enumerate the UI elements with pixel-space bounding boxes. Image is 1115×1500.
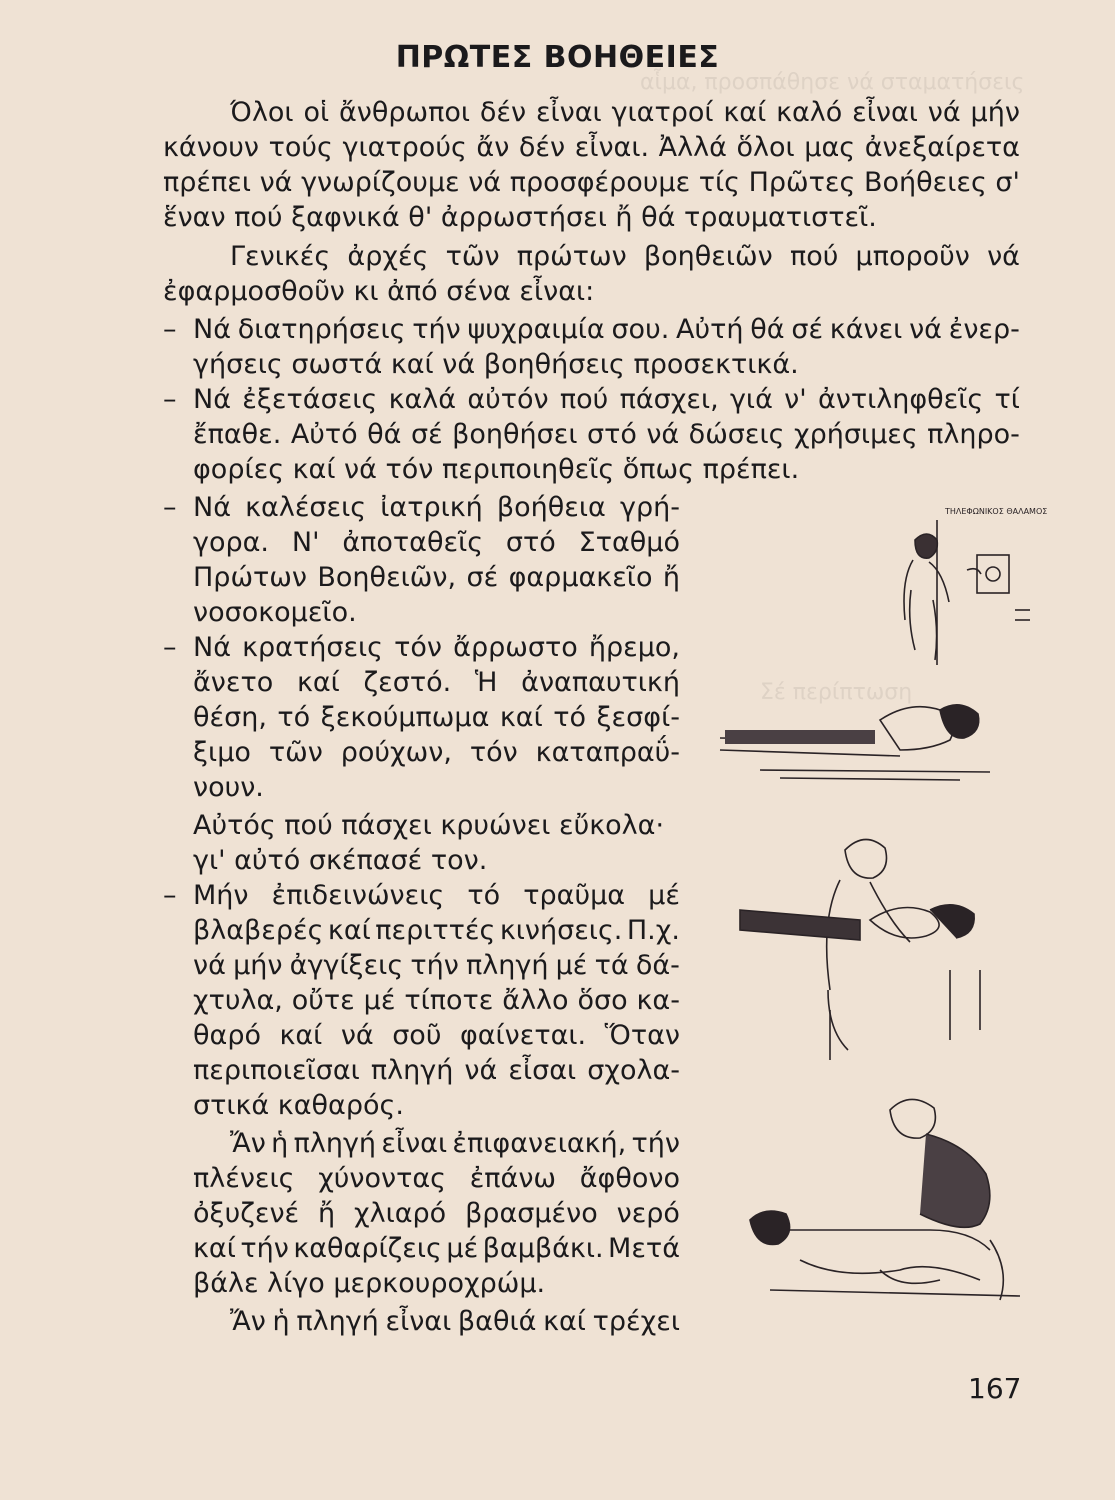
word: τήν [410,950,459,981]
resting-patient-illustration [700,690,1000,790]
word: καταπραΰ- [535,737,680,768]
word: πλένεις [193,1163,295,1194]
word: ἄνθρωποι [338,97,471,128]
word: νά [909,314,942,345]
word: μήν [970,97,1020,128]
list-dash: – [163,880,177,911]
word: σου. [611,314,670,345]
word: ἀγγίξεις [289,950,404,981]
word: οὔτε [291,985,355,1016]
word: καλέσεις [245,492,367,523]
word: πληγή [466,950,549,981]
word: καλό [776,97,843,128]
word: κρατήσεις [242,632,384,663]
word: μποροῦν [855,241,970,272]
text-line: βάλε λίγο μερκουροχρώμ. [193,1268,546,1299]
word: τίποτε [404,985,494,1016]
word: τίς [698,167,741,198]
text-line [193,631,680,665]
word: Σταθμό [578,527,680,558]
word: Ἀλλά [658,132,727,163]
text-line [193,491,680,525]
word: βλαβερές [193,915,324,946]
word: τῶν [268,737,323,768]
word: ἄνετο [193,667,274,698]
word: ἐπιφανειακή, [452,1128,627,1159]
word: φαίνεται. [459,1020,587,1051]
page-title: ΠΡΩΤΕΣ ΒΟΗΘΕΙΕΣ [395,40,720,75]
text-line [163,131,1020,165]
word: καί [279,1020,323,1051]
word: καί [296,667,340,698]
word: τῶν [445,241,500,272]
word: Π.χ. [626,915,680,946]
word: εἶναι [535,97,602,128]
word: Ὅταν [604,1020,680,1051]
word: Μήν [193,880,249,911]
word: δέν [518,132,566,163]
word: ἀναπαυτική [521,667,680,698]
word: μέ [446,1233,479,1264]
word: καθαρίζεις [293,1233,442,1264]
word: νά [464,1055,498,1086]
word: ἐνερ- [948,314,1020,345]
word: οἱ [303,97,330,128]
text-line [193,383,1020,417]
word: ζεστό. [363,667,452,698]
word: νά [193,950,226,981]
word: γρή- [619,492,680,523]
word: Βοηθειῶν, [317,562,457,593]
text-line: στικά καθαρός. [193,1090,404,1121]
text-line: γήσεις σωστά καί νά βοηθήσεις προσεκτικά. [193,349,799,380]
text-line [193,561,680,595]
word: ἤ [662,562,680,593]
word: ἤ [318,1198,336,1229]
word: σέ [466,562,499,593]
word: ἀρχές [347,241,429,272]
phone-booth-illustration [885,500,1048,670]
word: θέση, [193,702,267,733]
page-number: 167 [968,1372,1022,1405]
word: βαμβάκι. [482,1233,604,1264]
word: πληγή [370,1055,454,1086]
word: θά [750,314,785,345]
word: διατηρήσεις [237,314,406,345]
word: τήν [631,1128,680,1159]
list-dash: – [163,492,177,523]
word: τήν [240,1233,289,1264]
word: τί [994,384,1020,415]
word: καί [193,1233,236,1264]
word: πληρο- [927,419,1020,450]
word: σ' [995,167,1020,198]
word: Πρῶτες [748,167,856,198]
word: εἶναι [852,97,918,128]
word: ἡ [272,1306,290,1337]
word: χλιαρό [354,1198,447,1229]
text-line: Αὐτός πού πάσχει κρυώνει εὔκολα· [193,810,665,841]
word: τήν [412,314,461,345]
word: πρέπει [163,167,251,198]
text-line [193,984,680,1018]
word: ξιμο [193,737,251,768]
word: ἀποταθεῖς [342,527,484,558]
text-line [193,666,680,700]
word: Βοήθειες [863,167,987,198]
text-line [230,1127,680,1161]
text-line [193,1162,680,1196]
word: γνωρίζουμε [301,167,460,198]
text-line [193,418,1020,452]
word: δώσεις [688,419,785,450]
word: πρώτων [516,241,627,272]
word: σέ [410,419,443,450]
word: μέ [363,985,396,1016]
word: θά [367,419,402,450]
text-line: νοσοκομεῖο. [193,597,357,628]
word: εἶσαι [508,1055,577,1086]
text-line: φορίες καί νά τόν περιποιηθεῖς ὅπως πρέπει. [193,454,800,485]
text-line [230,1305,680,1339]
word: νά [646,419,680,450]
word: τούς [268,132,333,163]
word: εἶναι [381,1128,448,1159]
word: ν' [784,384,807,415]
word: Μετά [608,1233,680,1264]
word: ρούχων, [340,737,452,768]
word: γορα. [193,527,270,558]
word: πού [789,241,839,272]
word: γιατρούς [342,132,467,163]
word: περιποιεῖσαι [193,1055,360,1086]
word: καί [723,97,767,128]
word: καί [543,1306,586,1337]
word: χύνοντας [318,1163,446,1194]
text-line [193,736,680,770]
word: τό [553,702,587,733]
word: φαρμακεῖο [508,562,653,593]
text-line [193,1232,680,1266]
word: ἔπαθε. [193,419,282,450]
word: Νά [193,492,231,523]
word: καί [327,915,371,946]
word: πληγή [293,1128,377,1159]
word: κάνει [829,314,903,345]
word: νερό [616,1198,680,1229]
word: Ἄν [230,1306,266,1337]
word: νά [259,167,293,198]
word: χρήσιμες [793,419,918,450]
word: πού [559,384,609,415]
word: βοηθήσει [452,419,578,450]
word: τραῦμα [523,880,626,911]
word: μέ [648,880,680,911]
word: Ν' [291,527,320,558]
word: τό [277,702,311,733]
word: νά [927,97,961,128]
word: ἤρεμο, [588,632,680,663]
word: ξεσφί- [596,702,680,733]
word: ἐπάνω [469,1163,557,1194]
text-line [193,879,680,913]
word: περιττές [375,915,496,946]
word: ψυχραιμία [467,314,605,345]
patient-assist-illustration [730,1090,1030,1310]
word: αὐτόν [467,384,549,415]
word: θαρό [193,1020,261,1051]
text-line [193,313,1020,347]
word: Νά [193,632,231,663]
bleed-through: αἷμα, προσπάθησε νά σταματήσεις [640,70,1025,95]
word: τόν [394,632,443,663]
word: πάσχει, [619,384,719,415]
word: τρέχει [592,1306,680,1337]
word: Αὐτό [290,419,358,450]
word: εἶναι [385,1306,452,1337]
word: μήν [233,950,283,981]
text-line [163,166,1020,200]
word: νά [987,241,1020,272]
word: κα- [636,985,680,1016]
word: στό [505,527,556,558]
word: τό [467,880,501,911]
word: καί [499,702,543,733]
word: ἀντιληφθεῖς [817,384,984,415]
wound-care-illustration [720,830,1010,1060]
text-line [193,526,680,560]
word: ὀξυζενέ [193,1198,300,1229]
word: Όλοι [230,97,294,128]
word: Ἡ [474,667,498,698]
word: βαθιά [457,1306,537,1337]
word: δά- [635,950,680,981]
text-line: νουν. [193,772,264,803]
text-line [193,1054,680,1088]
word: βοήθεια [496,492,606,523]
word: ξεκούμπωμα [320,702,490,733]
word: πληγή [296,1306,379,1337]
word: νά [468,167,502,198]
word: ἰατρική [380,492,483,523]
word: καλά [388,384,457,415]
text-line [193,1197,680,1231]
word: μέ [555,950,588,981]
word: ἄφθονο [579,1163,680,1194]
word: ὅσο [577,985,628,1016]
word: ἐπιδεινώνεις [271,880,445,911]
text-line: ἐφαρμοσθοῦν κι ἀπό σένα εἶναι: [163,276,595,307]
word: σέ [791,314,824,345]
word: τόν [469,737,518,768]
word: βρασμένο [465,1198,598,1229]
word: βοηθειῶν [643,241,773,272]
word: τά [594,950,629,981]
text-line [230,240,1020,274]
word: Νά [193,384,231,415]
word: ὅλοι [736,132,795,163]
bleed-through: Σέ περίπτωση [760,680,913,705]
word: στό [586,419,637,450]
text-line [193,914,680,948]
word: ἄρρωστο [453,632,578,663]
word: Αὐτή [676,314,744,345]
text-line [230,96,1020,130]
list-dash: – [163,314,177,345]
word: γιά [729,384,773,415]
text-line [193,701,680,735]
word: σοῦ [392,1020,442,1051]
word: κάνουν [163,132,260,163]
text-line: ἕναν πού ξαφνικά θ' ἀρρωστήσει ἤ θά τραυματιστεῖ. [163,202,877,233]
word: Νά [193,314,231,345]
word: Πρώτων [193,562,307,593]
text-line [193,1019,680,1053]
word: προσφέρουμε [509,167,691,198]
text-line [193,949,680,983]
word: ἄλλο [502,985,569,1016]
word: νά [340,1020,374,1051]
word: σχολα- [587,1055,680,1086]
word: Γενικές [230,241,331,272]
word: Ἄν [230,1128,266,1159]
word: ἡ [271,1128,289,1159]
word: μας [804,132,856,163]
list-dash: – [163,632,177,663]
phone-sign-text: ΤΗΛΕΦΩΝΙΚΟΣ ΘΑΛΑΜΟΣ [945,507,1048,516]
word: κινήσεις. [499,915,623,946]
word: εἶναι. [574,132,650,163]
word: ἀνεξαίρετα [864,132,1020,163]
word: γιατροί [611,97,714,128]
text-line: γι' αὐτό σκέπασέ τον. [193,845,488,876]
list-dash: – [163,384,177,415]
word: δέν [479,97,527,128]
word: χτυλα, [193,985,283,1016]
word: ἐξετάσεις [242,384,378,415]
word: ἄν [476,132,510,163]
